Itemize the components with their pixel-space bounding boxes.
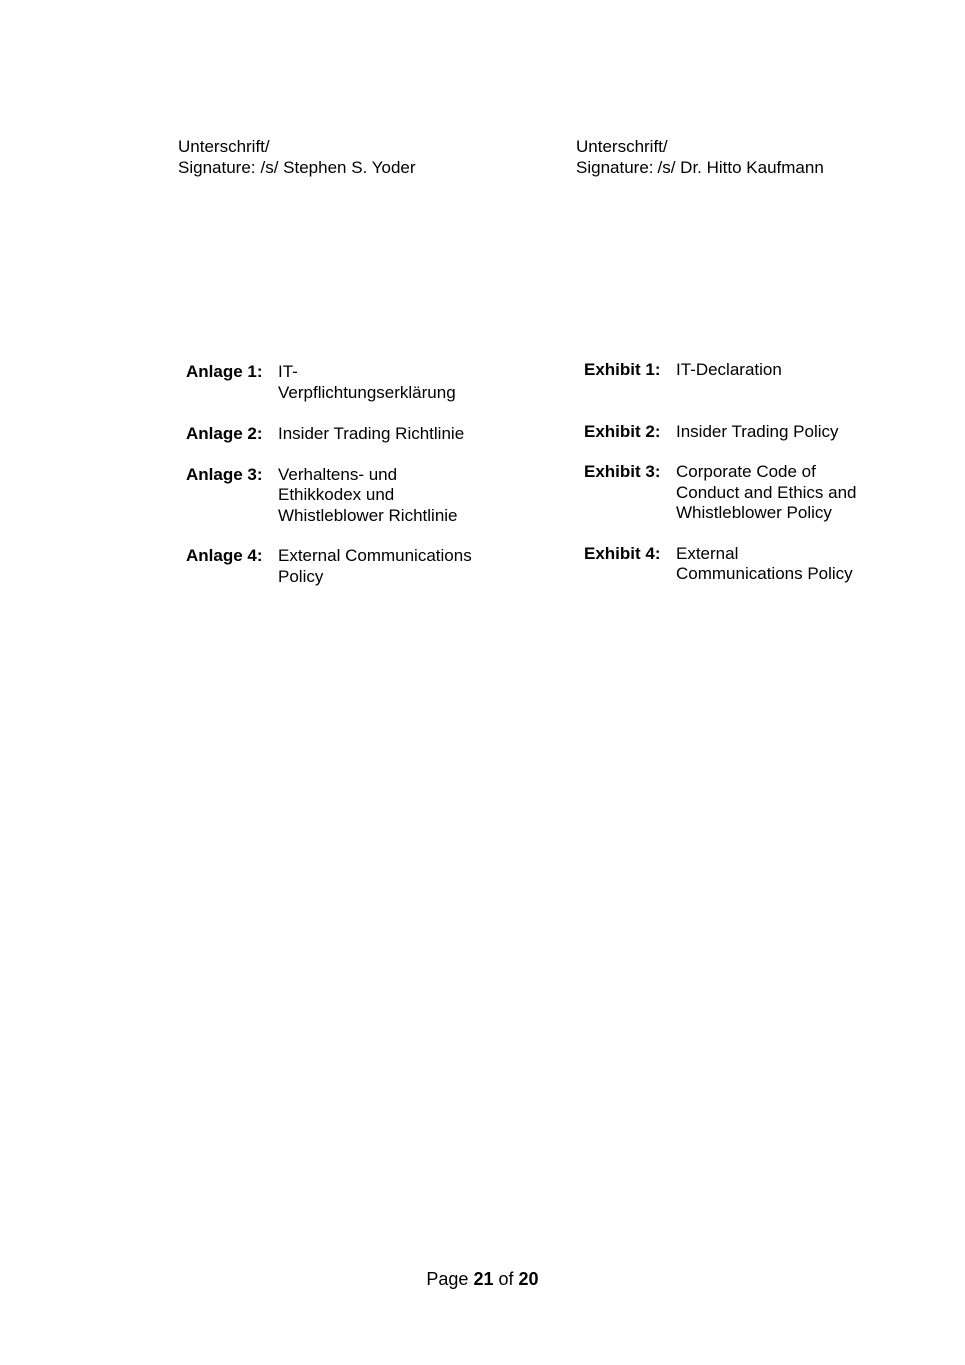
exhibit-label: Anlage 4: (186, 546, 263, 565)
exhibit-title: External Communications Policy (676, 543, 853, 583)
exhibit-item (186, 424, 516, 445)
page-footer (0, 1269, 965, 1290)
exhibit-title: IT-Declaration (676, 360, 782, 379)
signature-caption-de: Unterschrift/ (576, 137, 668, 156)
signature-block-left (178, 137, 416, 178)
exhibit-item (186, 465, 516, 527)
exhibit-item (584, 462, 884, 524)
exhibit-label: Anlage 1: (186, 362, 263, 381)
signature-block-right (576, 137, 824, 178)
exhibit-item (584, 544, 884, 585)
exhibit-item (186, 362, 516, 403)
exhibit-item (584, 422, 884, 443)
signature-line (178, 158, 416, 179)
signature-line (576, 158, 824, 179)
signatory-name: /s/ Stephen S. Yoder (260, 157, 416, 177)
exhibit-title: External Communications Policy (278, 546, 472, 586)
exhibit-label: Exhibit 3: (584, 462, 661, 481)
of-word: of (498, 1269, 514, 1289)
exhibit-title: Corporate Code of Conduct and Ethics and Whistleblower Policy (676, 462, 857, 522)
exhibit-item (186, 546, 516, 587)
exhibit-title: Insider Trading Policy (676, 421, 839, 441)
exhibit-title: Insider Trading Richtlinie (278, 424, 465, 443)
exhibit-title: Verhaltens- und Ethikkodex und Whistleblower Richtlinie (278, 464, 458, 525)
exhibit-list-english (584, 360, 884, 605)
exhibit-item (584, 360, 884, 381)
exhibit-label: Exhibit 1: (584, 360, 661, 379)
signature-caption-de: Unterschrift/ (178, 137, 270, 156)
total-page-count: 20 (518, 1269, 539, 1289)
current-page-number: 21 (473, 1269, 494, 1289)
exhibit-list-german (186, 362, 516, 607)
exhibit-label: Exhibit 4: (584, 543, 661, 563)
exhibit-label: Exhibit 2: (584, 421, 661, 441)
page-word: Page (426, 1269, 469, 1289)
signature-prefix: Signature: (178, 157, 256, 177)
signature-prefix: Signature: (576, 157, 654, 177)
exhibit-title: IT- Verpflichtungserklärung (278, 362, 456, 402)
exhibit-label: Anlage 2: (186, 424, 263, 443)
exhibit-label: Anlage 3: (186, 464, 263, 484)
signatory-name: /s/ Dr. Hitto Kaufmann (657, 157, 824, 177)
